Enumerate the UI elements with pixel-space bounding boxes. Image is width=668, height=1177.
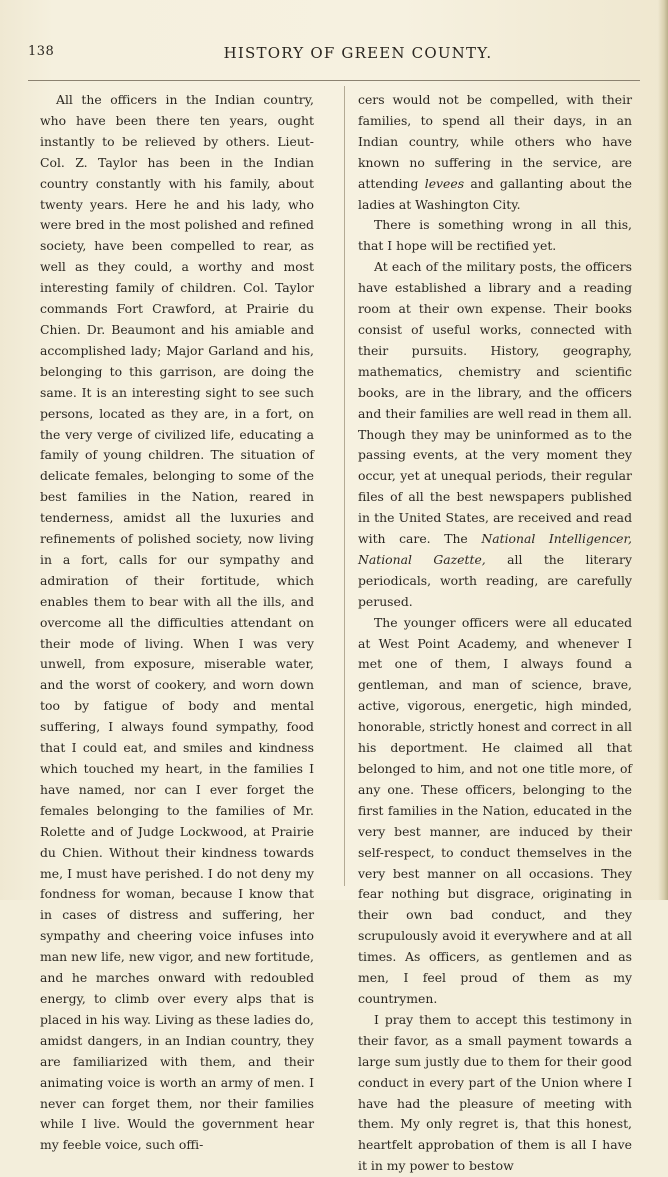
right-paragraph-1-italic: levees bbox=[424, 175, 465, 191]
page-header bbox=[28, 44, 640, 66]
page-number: 138 bbox=[28, 44, 55, 59]
header-rule bbox=[28, 80, 640, 81]
right-paragraph-3-end: all the literary periodicals, worth reading, are carefully perused. bbox=[358, 551, 632, 609]
right-paragraph-2: There is something wrong in all this, that I hope will be rectified yet. bbox=[358, 217, 632, 254]
right-paragraph-3 bbox=[358, 257, 632, 612]
left-column bbox=[40, 90, 314, 1156]
right-paragraph-3-start: At each of the military posts, the officers have established a library and a reading room at their own expense. Their books consist of useful works, connected with their pursuits. History, geography, mathematics, chemistry and scientific books, are in the library, and the officers and their families are well read in them all. Though they may be uninformed as to the passing events, at the very moment they occur, yet at unequal periods, their regular files of all the best newspapers published in the United States, are received and read with care. The bbox=[358, 259, 632, 547]
right-paragraph-1-text: cers would not be compelled, with their families, to spend all their days, in an Indian country, while others who have known no suffering in the service, are attending bbox=[358, 92, 632, 191]
right-paragraph-1-end: and gallanting about the ladies at Washington City. bbox=[358, 175, 632, 212]
right-paragraph-3-italic: National Intelligencer, National Gazette, bbox=[358, 531, 632, 567]
page-edge-shadow bbox=[658, 0, 668, 900]
left-paragraph-1: All the officers in the Indian country, who have been there ten years, ought instantly to be relieved by others. Lieut-Col. Z. Taylor has been in the Indian country constantly with his family, about twenty years. Here he and his lady, who were bred in the most polished and refined society, have been compelled to rear, as well as they could, a worthy and most interesting family of children. Col. Taylor commands Fort Crawford, at Prairie du Chien. Dr. Beaumont and his amiable and accomplished lady; Major Garland and his, belonging to this garrison, are doing the same. It is an interesting sight to see such persons, located as they are, in a fort, on the very verge of civilized life, educating a family of young children. The situation of delicate females, belonging to some of the best families in the Nation, reared in tenderness, amidst all the luxuries and refinements of polished society, now living in a fort, calls for our sympathy and admiration of their fortitude, which enables them to bear with all the ills, and overcome all the difficulties attendant on their mode of living. When I was very unwell, from exposure, miserable water, and the worst of cookery, and worn down too by fatigue of body and mental suffering, I always found sympathy, food that I could eat, and smiles and kindness which touched my heart, in the families I have named, nor can I ever forget the females belonging to the families of Mr. Rolette and of Judge Lockwood, at Prairie du Chien. Without their kindness towards me, I must have perished. I do not deny my fondness for woman, because I know that in cases of distress and suffering, her sympathy and cheering voice infuses into man new life, new vigor, and new fortitude, and he marches onward with redoubled energy, to climb over every alps that is placed in his way. Living as these ladies do, amidst dangers, in an Indian country, they are familiarized with them, and their animating voice is worth an army of men. I never can forget them, nor their families while I live. Would the government hear my feeble voice, such offi- bbox=[40, 92, 314, 1153]
column-divider bbox=[344, 86, 345, 886]
right-column bbox=[358, 90, 632, 1177]
right-paragraph-4: The younger officers were all educated at West Point Academy, and whenever I met one of them, I always found a gentleman, and man of science, brave, active, vigorous, energetic, high minded, honorable, strictly honest and correct in all his deportment. He claimed all that belonged to him, and not one title more, of any one. These officers, belonging to the first families in the Nation, educated in the very best manner, are induced by their self-respect, to conduct themselves in the very best manner on all occasions. They fear nothing but disgrace, originating in their own bad conduct, and they scrupulously avoid it everywhere and at all times. As officers, as gentlemen and as men, I feel proud of them as my countrymen. bbox=[358, 614, 632, 1006]
running-head: HISTORY OF GREEN COUNTY. bbox=[223, 44, 493, 62]
right-paragraph-1 bbox=[358, 90, 632, 215]
right-paragraph-5: I pray them to accept this testimony in their favor, as a small payment towards a large sum justly due to them for their good conduct in every part of the Union where I have had the pleasure of meeting with them. My only regret is, that this honest, heartfelt approbation of them is all I have it in my power to bestow bbox=[358, 1011, 632, 1174]
